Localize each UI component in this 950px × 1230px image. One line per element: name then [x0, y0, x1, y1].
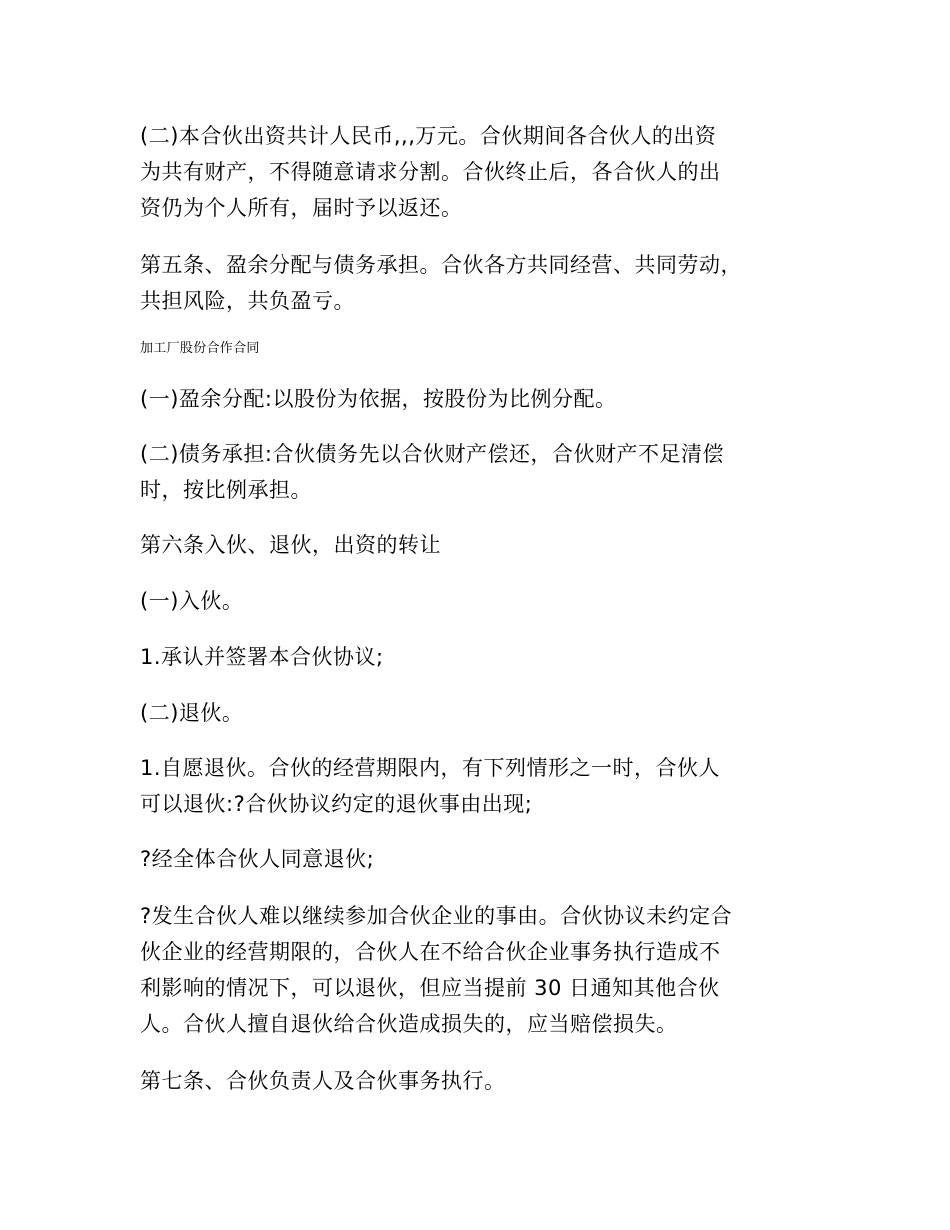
- text-line: 时，按比例承担。: [140, 478, 312, 502]
- text-line: 1.承认并签署本合伙协议;: [140, 645, 384, 669]
- text-line: 资仍为个人所有，届时予以返还。: [140, 196, 463, 220]
- paragraph-withdrawal: [140, 695, 820, 731]
- text-line: (二)退伙。: [140, 701, 244, 725]
- paragraph-sign-agreement: [140, 639, 820, 675]
- text-line: 1.自愿退伙。合伙的经营期限内，有下列情形之一时，合伙人: [140, 756, 721, 780]
- paragraph-article-7: [140, 1063, 820, 1099]
- text-line: 伙企业的经营期限的，合伙人在不给合伙企业事务执行造成不: [140, 940, 721, 964]
- text-line: ?发生合伙人难以继续参加合伙企业的事由。合伙协议未约定合: [140, 904, 733, 928]
- paragraph-withdrawal-cause: [140, 898, 820, 1042]
- text-line: 第六条入伙、退伙，出资的转让: [140, 533, 441, 557]
- paragraph-joining: [140, 583, 820, 619]
- paragraph-consent-withdrawal: [140, 841, 820, 877]
- paragraph-article-5: [140, 247, 820, 319]
- paragraph-article-6: [140, 527, 820, 563]
- text-line: (二)债务承担:合伙债务先以合伙财产偿还，合伙财产不足清偿: [140, 442, 724, 466]
- text-line: (一)盈余分配:以股份为依据，按股份为比例分配。: [140, 387, 617, 411]
- text-line: 人。合伙人擅自退伙给合伙造成损失的，应当赔偿损失。: [140, 1012, 678, 1036]
- text-line: 为共有财产，不得随意请求分割。合伙终止后，各合伙人的出: [140, 160, 721, 184]
- paragraph-profit-distribution: [140, 381, 820, 417]
- text-line: (二)本合伙出资共计人民币,,,万元。合伙期间各合伙人的出资: [140, 124, 717, 148]
- paragraph-debt-bearing: [140, 436, 820, 508]
- text-line: 共担风险，共负盈亏。: [140, 289, 355, 313]
- text-line: (一)入伙。: [140, 589, 244, 613]
- text-line: 可以退伙:?合伙协议约定的退伙事由出现;: [140, 792, 533, 816]
- text-line: ?经全体合伙人同意退伙;: [140, 847, 375, 871]
- text-line: 第五条、盈余分配与债务承担。合伙各方共同经营、共同劳动，: [140, 253, 742, 277]
- running-header: 加工厂股份合作合同: [140, 341, 260, 356]
- text-line: 第七条、合伙负责人及合伙事务执行。: [140, 1069, 506, 1093]
- text-line: 利影响的情况下，可以退伙，但应当提前 30 日通知其他合伙: [140, 976, 720, 1000]
- paragraph-voluntary-withdrawal: [140, 750, 820, 822]
- paragraph-capital-contribution: [140, 118, 820, 226]
